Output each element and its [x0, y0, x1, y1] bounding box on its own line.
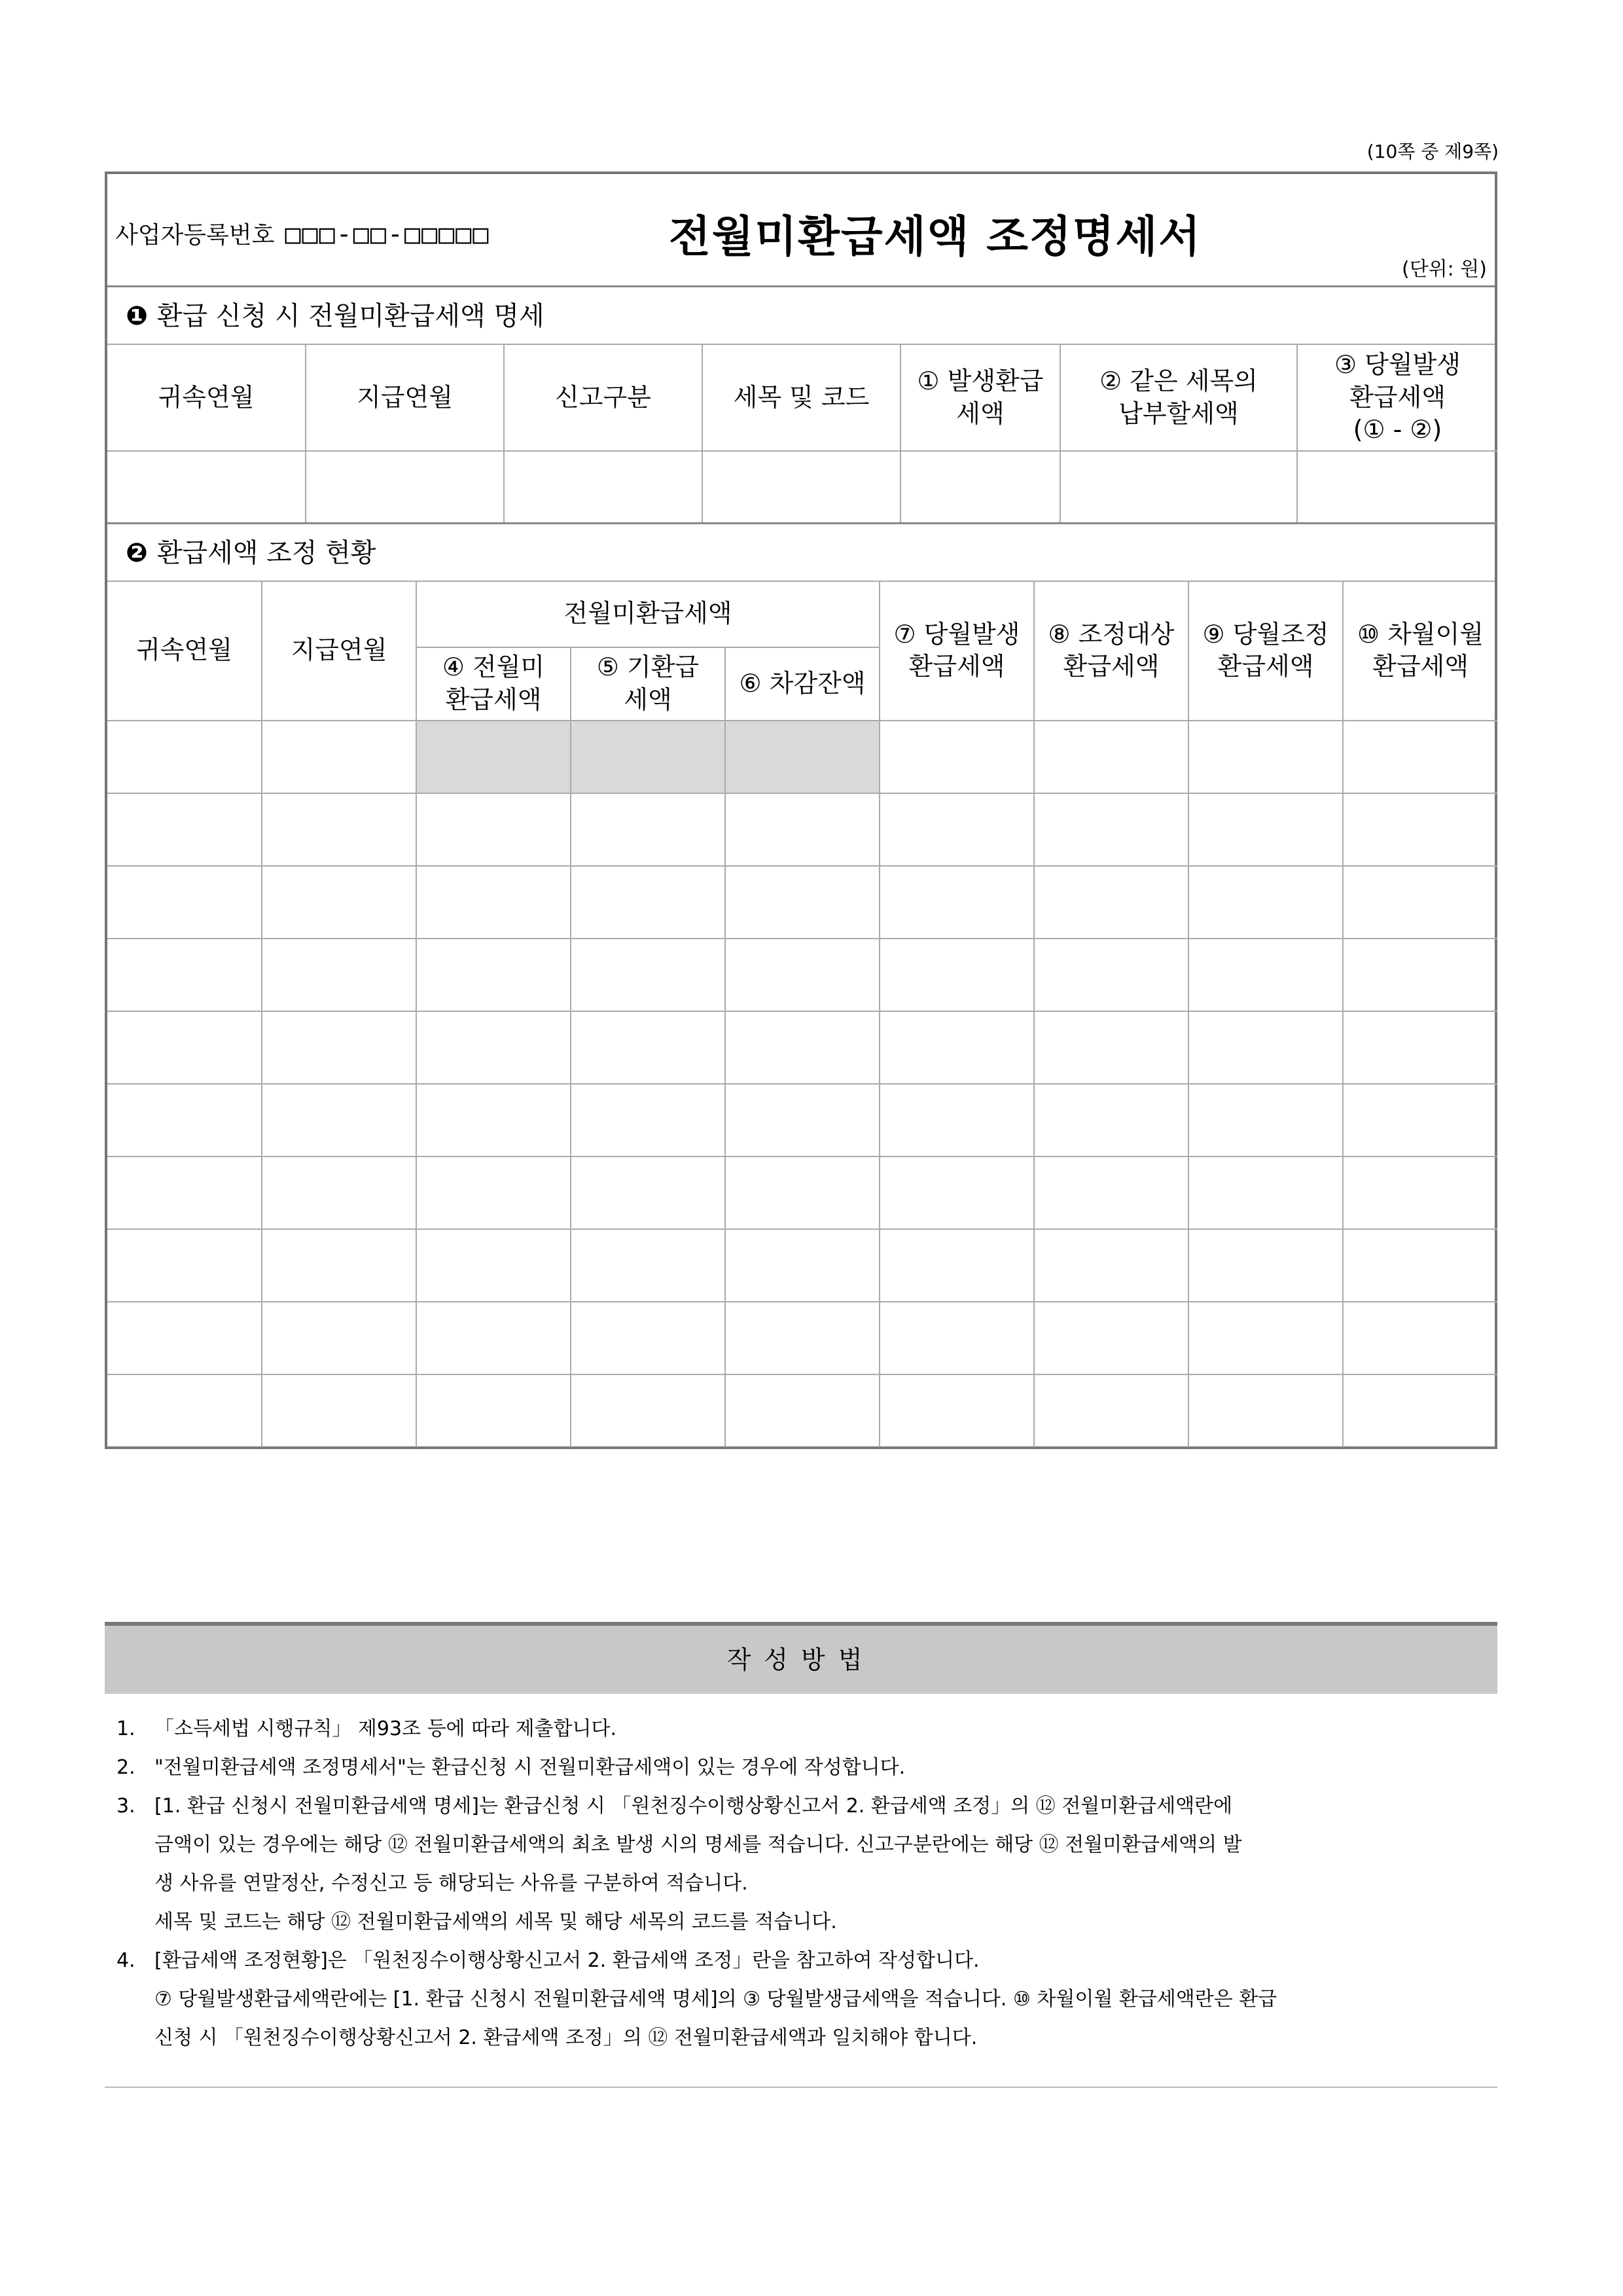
s2-input-cell[interactable] — [262, 1229, 416, 1302]
s2-input-cell[interactable] — [262, 721, 416, 793]
s2-input-cell[interactable] — [1188, 939, 1343, 1011]
section2-title-text: 환급세액 조정 현황 — [156, 537, 376, 568]
s2-input-cell[interactable] — [1188, 1374, 1343, 1447]
s2-input-cell[interactable] — [262, 793, 416, 866]
s2-col-prev-unrefunded: ④ 전월미 환급세액 — [416, 647, 571, 721]
s2-input-cell[interactable] — [880, 793, 1034, 866]
s2-col-carryover-refund: ⑩ 차월이월 환급세액 — [1343, 582, 1497, 721]
s2-input-cell[interactable] — [1034, 1229, 1188, 1302]
s2-input-cell[interactable] — [1343, 866, 1497, 939]
s2-input-cell[interactable] — [1188, 1229, 1343, 1302]
s2-col-year-month: 귀속연월 — [107, 582, 262, 721]
s2-input-cell — [416, 721, 571, 793]
form-header — [107, 174, 1495, 287]
form-title: 전월미환급세액 조정명세서 — [669, 211, 1202, 262]
s2-input-cell[interactable] — [1343, 793, 1497, 866]
bottom-divider — [105, 2087, 1497, 2088]
instruction-line: "전월미환급세액 조정명세서"는 환급신청 시 전월미환급세액이 있는 경우에 작성합니다. — [154, 1756, 906, 1779]
instruction-number: 1. — [116, 1717, 135, 1740]
s2-header-row-1 — [107, 582, 1497, 647]
s2-input-cell[interactable] — [1343, 721, 1497, 793]
s2-col-already-refunded: ⑤ 기환급 세액 — [571, 647, 725, 721]
s2-input-cell[interactable] — [1343, 1229, 1497, 1302]
s2-input-cell[interactable] — [725, 939, 880, 1011]
s1-input-cell[interactable] — [901, 451, 1060, 523]
s2-input-cell[interactable] — [880, 1374, 1034, 1447]
s2-input-cell[interactable] — [107, 939, 262, 1011]
s2-input-cell[interactable] — [107, 721, 262, 793]
s2-input-cell[interactable] — [725, 793, 880, 866]
s2-input-row — [107, 939, 1497, 1011]
s1-input-cell[interactable] — [504, 451, 702, 523]
s2-input-cell[interactable] — [571, 939, 725, 1011]
s2-input-cell[interactable] — [416, 793, 571, 866]
section1-header-row — [107, 345, 1497, 451]
s2-input-row — [107, 793, 1497, 866]
s2-col-pay-month: 지급연월 — [262, 582, 416, 721]
s2-input-cell[interactable] — [262, 866, 416, 939]
s2-input-cell[interactable] — [571, 1084, 725, 1157]
instruction-item — [116, 1787, 1491, 1941]
instruction-item — [116, 1710, 1491, 1748]
s2-input-cell[interactable] — [725, 1302, 880, 1374]
s2-input-cell[interactable] — [880, 1157, 1034, 1229]
section2-number: ❷ — [126, 537, 148, 568]
s2-input-cell[interactable] — [1034, 1084, 1188, 1157]
s2-input-cell[interactable] — [571, 793, 725, 866]
s2-input-cell[interactable] — [1343, 1157, 1497, 1229]
s2-input-cell[interactable] — [725, 866, 880, 939]
s2-input-cell[interactable] — [262, 939, 416, 1011]
s2-input-cell[interactable] — [416, 939, 571, 1011]
s2-input-cell[interactable] — [880, 721, 1034, 793]
instructions-title: 작성방법 — [105, 1622, 1497, 1694]
section1-title-text: 환급 신청 시 전월미환급세액 명세 — [156, 301, 544, 331]
s2-input-row — [107, 1229, 1497, 1302]
s2-input-cell[interactable] — [262, 1302, 416, 1374]
s1-input-cell[interactable] — [1060, 451, 1297, 523]
s2-input-cell[interactable] — [1188, 721, 1343, 793]
s2-input-cell[interactable] — [1034, 1157, 1188, 1229]
s2-col-target-refund: ⑧ 조정대상 환급세액 — [1034, 582, 1188, 721]
s1-col-month-refund: ③ 당월발생 환급세액 (① - ②) — [1297, 345, 1497, 451]
s2-input-cell[interactable] — [880, 1011, 1034, 1084]
s2-input-cell[interactable] — [416, 1011, 571, 1084]
page-indicator: (10쪽 중 제9쪽) — [1366, 141, 1499, 162]
s1-input-cell[interactable] — [702, 451, 901, 523]
s2-input-cell[interactable] — [571, 866, 725, 939]
s2-input-row — [107, 1157, 1497, 1229]
s2-input-cell[interactable] — [571, 1374, 725, 1447]
instruction-number: 4. — [116, 1949, 135, 1972]
s2-input-cell[interactable] — [1034, 793, 1188, 866]
s2-input-cell[interactable] — [880, 1229, 1034, 1302]
instruction-number: 2. — [116, 1756, 135, 1779]
s2-input-cell[interactable] — [1188, 1302, 1343, 1374]
s2-input-cell[interactable] — [1188, 866, 1343, 939]
s2-input-cell[interactable] — [1188, 1084, 1343, 1157]
s2-input-cell[interactable] — [725, 1011, 880, 1084]
s2-input-row — [107, 866, 1497, 939]
form — [105, 171, 1497, 1449]
s2-col-balance: ⑥ 차감잔액 — [725, 647, 880, 721]
s2-input-cell[interactable] — [1034, 939, 1188, 1011]
s1-input-cell[interactable] — [306, 451, 504, 523]
s1-col-payable-amount: ② 같은 세목의 납부할세액 — [1060, 345, 1297, 451]
s2-input-cell[interactable] — [1034, 1374, 1188, 1447]
section1-table — [107, 345, 1497, 524]
s2-input-cell[interactable] — [107, 793, 262, 866]
s2-input-cell[interactable] — [1343, 1302, 1497, 1374]
instruction-line: ⑦ 당월발생환급세액란에는 [1. 환급 신청시 전월미환급세액 명세]의 ③ 당월발생급세액을 적습니다. ⑩ 차월이월 환급세액란은 환급 — [154, 1988, 1277, 2011]
s2-input-cell[interactable] — [880, 1302, 1034, 1374]
s2-input-row — [107, 1374, 1497, 1447]
s2-input-row — [107, 1084, 1497, 1157]
s1-col-refund-amount: ① 발생환급 세액 — [901, 345, 1060, 451]
s2-input-cell — [725, 721, 880, 793]
s2-col-month-refund: ⑦ 당월발생 환급세액 — [880, 582, 1034, 721]
instruction-item — [116, 1748, 1491, 1787]
s2-input-cell[interactable] — [880, 939, 1034, 1011]
section2-table — [107, 582, 1497, 1447]
s2-input-cell[interactable] — [107, 1374, 262, 1447]
unit-label: (단위: 원) — [1402, 258, 1487, 281]
s2-input-cell[interactable] — [1034, 866, 1188, 939]
s2-input-cell[interactable] — [1343, 1374, 1497, 1447]
s1-input-row — [107, 451, 1497, 523]
s2-input-row — [107, 721, 1497, 793]
s2-input-cell[interactable] — [416, 1229, 571, 1302]
s2-input-cell[interactable] — [880, 866, 1034, 939]
s2-input-cell[interactable] — [107, 1229, 262, 1302]
s2-input-cell[interactable] — [725, 1374, 880, 1447]
s2-input-cell[interactable] — [1343, 1011, 1497, 1084]
s2-input-cell[interactable] — [1034, 1302, 1188, 1374]
s1-input-cell[interactable] — [107, 451, 306, 523]
s2-input-cell[interactable] — [262, 1011, 416, 1084]
s2-input-cell[interactable] — [107, 1011, 262, 1084]
s2-input-row — [107, 1011, 1497, 1084]
section1-title — [107, 287, 1495, 345]
s2-input-cell[interactable] — [725, 1084, 880, 1157]
instruction-line: 「소득세법 시행규칙」 제93조 등에 따라 제출합니다. — [154, 1717, 617, 1740]
s2-input-cell[interactable] — [107, 1157, 262, 1229]
s2-input-cell[interactable] — [416, 1084, 571, 1157]
biz-reg-number — [115, 217, 490, 250]
s2-group-prev-refund: 전월미환급세액 — [416, 582, 880, 647]
s2-input-cell[interactable] — [1188, 793, 1343, 866]
biz-reg-input-boxes[interactable]: □□□-□□-□□□□□ — [285, 219, 490, 249]
instruction-line: 세목 및 코드는 해당 ⑫ 전월미환급세액의 세목 및 해당 세목의 코드를 적습니다. — [154, 1910, 837, 1933]
s2-input-row — [107, 1302, 1497, 1374]
s2-input-cell[interactable] — [571, 1011, 725, 1084]
instruction-line: 금액이 있는 경우에는 해당 ⑫ 전월미환급세액의 최초 발생 시의 명세를 적습니다. 신고구분란에는 해당 ⑫ 전월미환급세액의 발 — [154, 1833, 1242, 1856]
s2-input-cell — [571, 721, 725, 793]
section1-number: ❶ — [126, 301, 148, 331]
s1-input-cell[interactable] — [1297, 451, 1497, 523]
s1-col-report-type: 신고구분 — [504, 345, 702, 451]
instruction-line: [1. 환급 신청시 전월미환급세액 명세]는 환급신청 시 「원천징수이행상황신고서 2. 환급세액 조정」의 ⑫ 전월미환급세액란에 — [154, 1795, 1233, 1818]
s2-input-cell[interactable] — [416, 1302, 571, 1374]
s2-input-cell[interactable] — [107, 866, 262, 939]
s2-input-cell[interactable] — [416, 1374, 571, 1447]
s2-input-cell[interactable] — [571, 1302, 725, 1374]
instruction-line: 신청 시 「원천징수이행상황신고서 2. 환급세액 조정」의 ⑫ 전월미환급세액과 일치해야 합니다. — [154, 2026, 978, 2049]
s1-col-tax-code: 세목 및 코드 — [702, 345, 901, 451]
s2-input-cell[interactable] — [571, 1229, 725, 1302]
biz-reg-label: 사업자등록번호 — [115, 222, 275, 249]
s2-input-cell[interactable] — [1188, 1157, 1343, 1229]
s2-input-cell[interactable] — [262, 1084, 416, 1157]
s1-col-pay-month: 지급연월 — [306, 345, 504, 451]
s2-input-cell[interactable] — [1343, 939, 1497, 1011]
section2-title — [107, 524, 1495, 582]
s2-input-cell[interactable] — [725, 1157, 880, 1229]
instruction-item — [116, 1941, 1491, 2057]
s1-col-year-month: 귀속연월 — [107, 345, 306, 451]
s2-input-cell[interactable] — [262, 1374, 416, 1447]
instruction-number: 3. — [116, 1795, 135, 1818]
s2-input-cell[interactable] — [416, 1157, 571, 1229]
s2-input-cell[interactable] — [107, 1084, 262, 1157]
s2-col-adjusted-refund: ⑨ 당월조정 환급세액 — [1188, 582, 1343, 721]
s2-input-cell[interactable] — [1034, 1011, 1188, 1084]
s2-input-cell[interactable] — [416, 866, 571, 939]
s2-input-cell[interactable] — [262, 1157, 416, 1229]
s2-input-cell[interactable] — [1343, 1084, 1497, 1157]
s2-input-cell[interactable] — [880, 1084, 1034, 1157]
s2-input-cell[interactable] — [107, 1302, 262, 1374]
s2-input-cell[interactable] — [725, 1229, 880, 1302]
instruction-line: 생 사유를 연말정산, 수정신고 등 해당되는 사유를 구분하여 적습니다. — [154, 1872, 748, 1895]
instruction-line: [환급세액 조정현황]은 「원천징수이행상황신고서 2. 환급세액 조정」란을 참고하여 작성합니다. — [154, 1949, 980, 1972]
s2-input-cell[interactable] — [571, 1157, 725, 1229]
instructions-list — [116, 1710, 1491, 2057]
s2-input-cell[interactable] — [1034, 721, 1188, 793]
s2-input-cell[interactable] — [1188, 1011, 1343, 1084]
